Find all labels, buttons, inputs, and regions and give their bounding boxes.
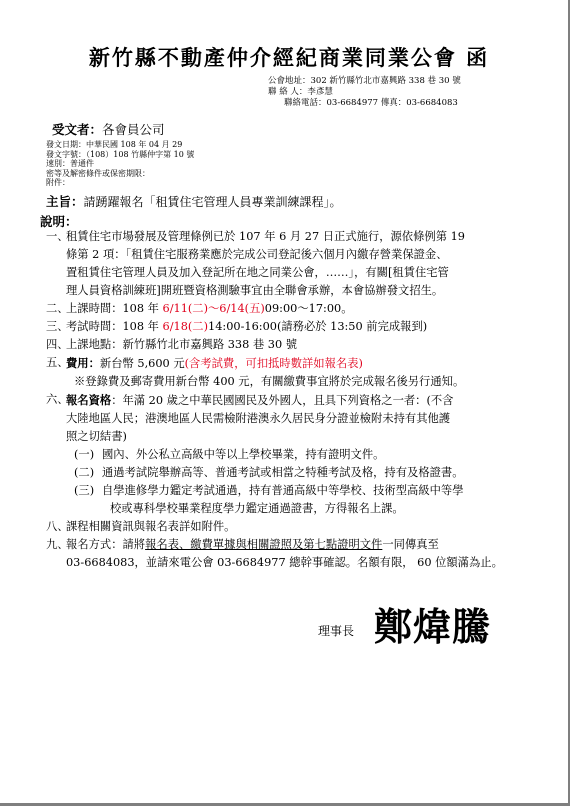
document-number: 發文字號：（108）108 竹縣仲字第 10 號 [46,149,195,159]
item-number: 三、 [46,320,69,333]
association-address: 公會地址：302 新竹縣竹北市嘉興路 338 巷 30 號 [268,76,461,86]
fax-instruction: 一同傳真至 [382,538,439,551]
item-six [46,391,546,446]
class-location: 上課地點：新竹縣竹北市嘉興路 338 巷 30 號 [66,338,298,351]
recipient-label: 受文者： [52,122,103,137]
required-documents: 報名表、繳費單據與相關證照及第七點證明文件 [145,538,383,551]
explanation-body [46,228,546,572]
exam-time-label: 考試時間：108 年 [66,320,163,333]
item-number: 二、 [46,302,69,315]
sub-number: (三) [74,484,95,497]
item-two [46,300,546,318]
class-time-label: 上課時間：108 年 [66,302,163,315]
class-hours: 09:00～17:00。 [264,302,353,315]
fee-label: 費用： [66,356,100,370]
eligibility-sub-three [46,482,546,518]
item-line: 理人員資格訓練班]開班暨資格測驗事宜由全聯會承辦，本會協辦發文招生。 [66,284,444,297]
eligibility-sub-one [46,446,546,464]
item-number: 一、 [46,230,69,243]
item-three [46,318,546,336]
subject-value: 請踴躍報名「租賃住宅管理人員專業訓練課程」。 [83,195,342,209]
item-line: ：年滿 20 歲之中華民國國民及外國人，且具下列資格之一者：(不含 [111,394,454,407]
document-title: 新竹縣不動產仲介經紀商業同業公會 函 [88,45,490,70]
registration-method-label: 報名方式：請將 [66,538,146,551]
sub-number: (一) [74,448,95,461]
item-number: 九、 [46,538,69,551]
registration-fee-note: ※登錄費及郵寄費用新台幣 400 元，有關繳費事宜將於完成報名後另行通知。 [74,375,465,388]
item-line: 置租賃住宅管理人員及加入登記所在地之同業公會，……」，有關[租賃住宅管 [66,266,449,279]
fee-amount: 新台幣 5,600 元 [99,357,185,370]
exam-hours: 14:00-16:00(請務必於 13:50 前完成報到) [208,320,428,333]
item-line: 條第 2 項：「租賃住宅服務業應於完成公司登記後六個月內繳存營業保證金、 [66,248,448,261]
item-number: 五、 [46,356,69,369]
contact-phone: 聯絡電話：03-6684977 傳真：03-6684083 [284,98,458,108]
item-number: 八、 [46,520,69,533]
recipient-line [52,120,165,138]
classification: 密等及解密條件或保密期限： [46,168,150,178]
item-line: 租賃住宅市場發展及管理條例已於 107 年 6 月 27 日正式施行，源依條例第 19 [66,230,465,243]
signature: 鄭煒騰 [374,604,492,649]
subject-label: 主旨： [46,194,84,209]
sub-line: 國內、外公私立高級中等以上學校畢業，持有證明文件。 [102,448,385,461]
item-eight [46,518,546,536]
item-number: 六、 [46,393,69,406]
fee-note: (含考試費，可扣抵時數詳如報名表) [184,357,363,370]
urgency: 速別：普通件 [46,159,94,168]
sub-number: (二) [74,466,95,479]
item-line: 照之切結書) [66,430,127,443]
exam-date: 6/18(二) [162,320,209,333]
item-five [46,354,546,373]
sub-line: 自學進修學力鑑定考試通過，持有普通高級中等學校、技術型高級中等學 [102,484,464,497]
signer-title: 理事長 [318,624,355,638]
course-info: 課程相關資訊與報名表詳如附件。 [66,520,236,533]
eligibility-label: 報名資格 [66,393,112,407]
attachment: 附件： [46,178,70,187]
sub-line: 通過考試院舉辦高等、普通考試或相當之特種考試及格，持有及格證書。 [102,466,464,479]
issue-date: 發文日期：中華民國 108 年 04 月 29 [46,140,183,149]
explanation-label: 說明： [40,214,78,229]
recipient-value: 各會員公司 [102,122,165,137]
item-four [46,336,546,354]
eligibility-sub-two [46,464,546,482]
contact-person: 聯 絡 人：李彥慧 [268,87,333,97]
fax-contact: 03-6684083，並請來電公會 03-6684977 總幹事確認。名額有限， 60 位額滿為止。 [66,556,503,569]
contact-block [268,76,461,109]
class-dates: 6/11(二)～6/14(五) [162,302,265,315]
subject-line [46,192,342,210]
document-meta [46,140,194,188]
item-line: 大陸地區人民；港澳地區人民需檢附港澳永久居民身分證並檢附未持有其他護 [66,412,451,425]
item-nine [46,536,546,572]
item-number: 四、 [46,338,69,351]
item-one [46,228,546,300]
sub-line: 校或專科學校畢業程度學力鑑定通過證書，方得報名上課。 [110,502,404,515]
